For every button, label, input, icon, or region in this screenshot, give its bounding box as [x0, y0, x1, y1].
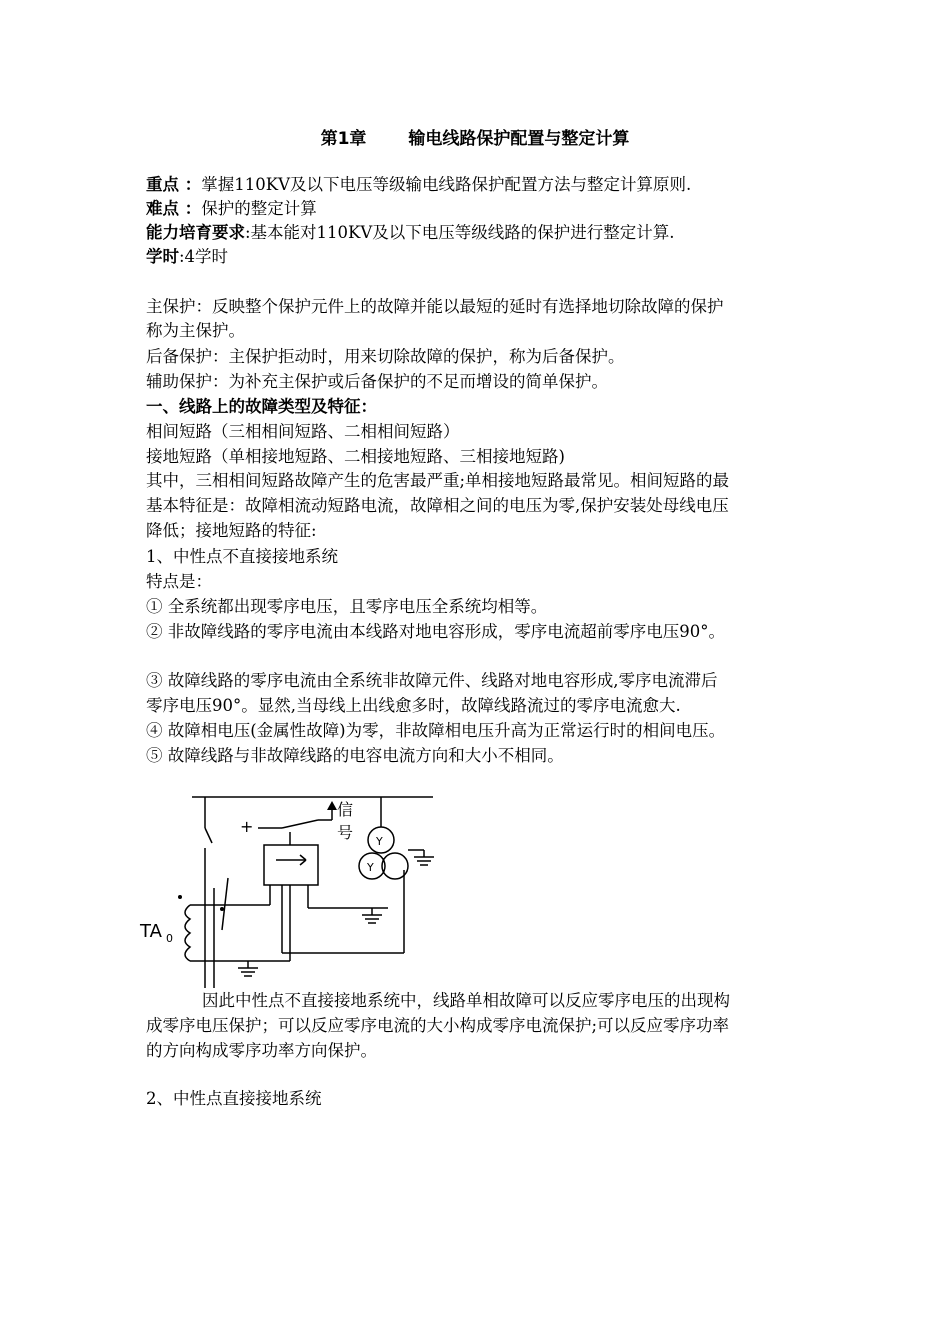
body-line: ① 全系统都出现零序电压，且零序电压全系统均相等。 [146, 597, 548, 616]
section2-heading: 2、中性点直接接地系统 [146, 1089, 322, 1108]
signal-label: 号 [337, 823, 354, 842]
chapter-number: 第1章 [320, 129, 367, 149]
body-line: 基本特征是：故障相流动短路电流，故障相之间的电压为零,保护安装处母线电压 [146, 496, 729, 515]
conclusion-line: 因此中性点不直接接地系统中，线路单相故障可以反应零序电压的出现构 [202, 991, 730, 1010]
meta-key-point [146, 173, 836, 197]
meta-text: 掌握110KV及以下电压等级输电线路保护配置方法与整定计算原则. [201, 175, 692, 194]
body-line: 其中，三相相间短路故障产生的危害最严重;单相接地短路最常见。相间短路的最 [146, 471, 730, 490]
meta-label: 学时 [146, 247, 179, 266]
ct-label: TA [140, 921, 162, 942]
breaker-contact [205, 828, 212, 843]
body-line: 1、中性点不直接接地系统 [146, 547, 338, 566]
ct-sub-label: 0 [166, 932, 173, 945]
conclusion-line: 的方向构成零序功率方向保护。 [146, 1041, 377, 1060]
meta-difficulty [146, 197, 836, 221]
body-line: 降低；接地短路的特征: [146, 521, 317, 540]
definition-line: 主保护：反映整个保护元件上的故障并能以最短的延时有选择地切除故障的保护 [146, 297, 724, 316]
chapter-title [0, 124, 950, 149]
vt-winding [359, 853, 385, 879]
meta-text: :基本能对110KV及以下电压等级线路的保护进行整定计算. [245, 223, 675, 242]
body-line: ⑤ 故障线路与非故障线路的电容电流方向和大小不相同。 [146, 746, 564, 765]
vt-winding-label: Y [367, 861, 374, 874]
ct-coil [185, 905, 190, 961]
definition-line: 辅助保护：为补充主保护或后备保护的不足而增设的简单保护。 [146, 372, 608, 391]
meta-ability [146, 221, 836, 245]
plus-label: + [240, 817, 254, 836]
body-line: 特点是： [146, 572, 212, 591]
meta-label: 重点 ： [146, 175, 202, 194]
meta-text: 保护的整定计算 [201, 199, 317, 218]
relay-element [300, 860, 306, 865]
vt-winding [368, 827, 394, 853]
polarity-dot [178, 895, 182, 899]
body-line: ④ 故障相电压(金属性故障)为零，非故障相电压升高为正常运行时的相间电压。 [146, 721, 726, 740]
body-line: 接地短路（单相接地短路、二相接地短路、三相接地短路) [146, 447, 565, 466]
body-line: 零序电压90°。显然,当母线上出线愈多时，故障线路流过的零序电流愈大. [146, 696, 681, 715]
polarity-dot [220, 907, 224, 911]
meta-label: 能力培育要求 [146, 223, 245, 242]
conclusion-line: 成零序电压保护；可以反应零序电流的大小构成零序电流保护;可以反应零序功率 [146, 1016, 730, 1035]
section-heading: 一、线路上的故障类型及特征： [146, 397, 377, 416]
signal-label: 信 [337, 800, 354, 819]
definition-line: 称为主保护。 [146, 321, 245, 340]
signal-arrow-icon [327, 801, 337, 810]
chapter-name: 输电线路保护配置与整定计算 [408, 129, 630, 149]
conductor-line [222, 878, 228, 930]
body-line: 相间短路（三相相间短路、二相相间短路） [146, 422, 460, 441]
meta-hours [146, 245, 836, 269]
relay-box [264, 845, 318, 885]
meta-text: :4学时 [179, 247, 229, 266]
vt-winding [382, 853, 408, 879]
body-line: ③ 故障线路的零序电流由全系统非故障元件、线路对地电容形成,零序电流滞后 [146, 671, 718, 690]
meta-label: 难点 ： [146, 199, 202, 218]
relay-element [300, 855, 306, 860]
definition-line: 后备保护：主保护拒动时，用来切除故障的保护，称为后备保护。 [146, 347, 625, 366]
vt-winding-label: Y [376, 835, 383, 848]
relay-contact [282, 820, 318, 828]
body-line: ② 非故障线路的零序电流由本线路对地电容形成，零序电流超前零序电压90°。 [146, 622, 725, 641]
